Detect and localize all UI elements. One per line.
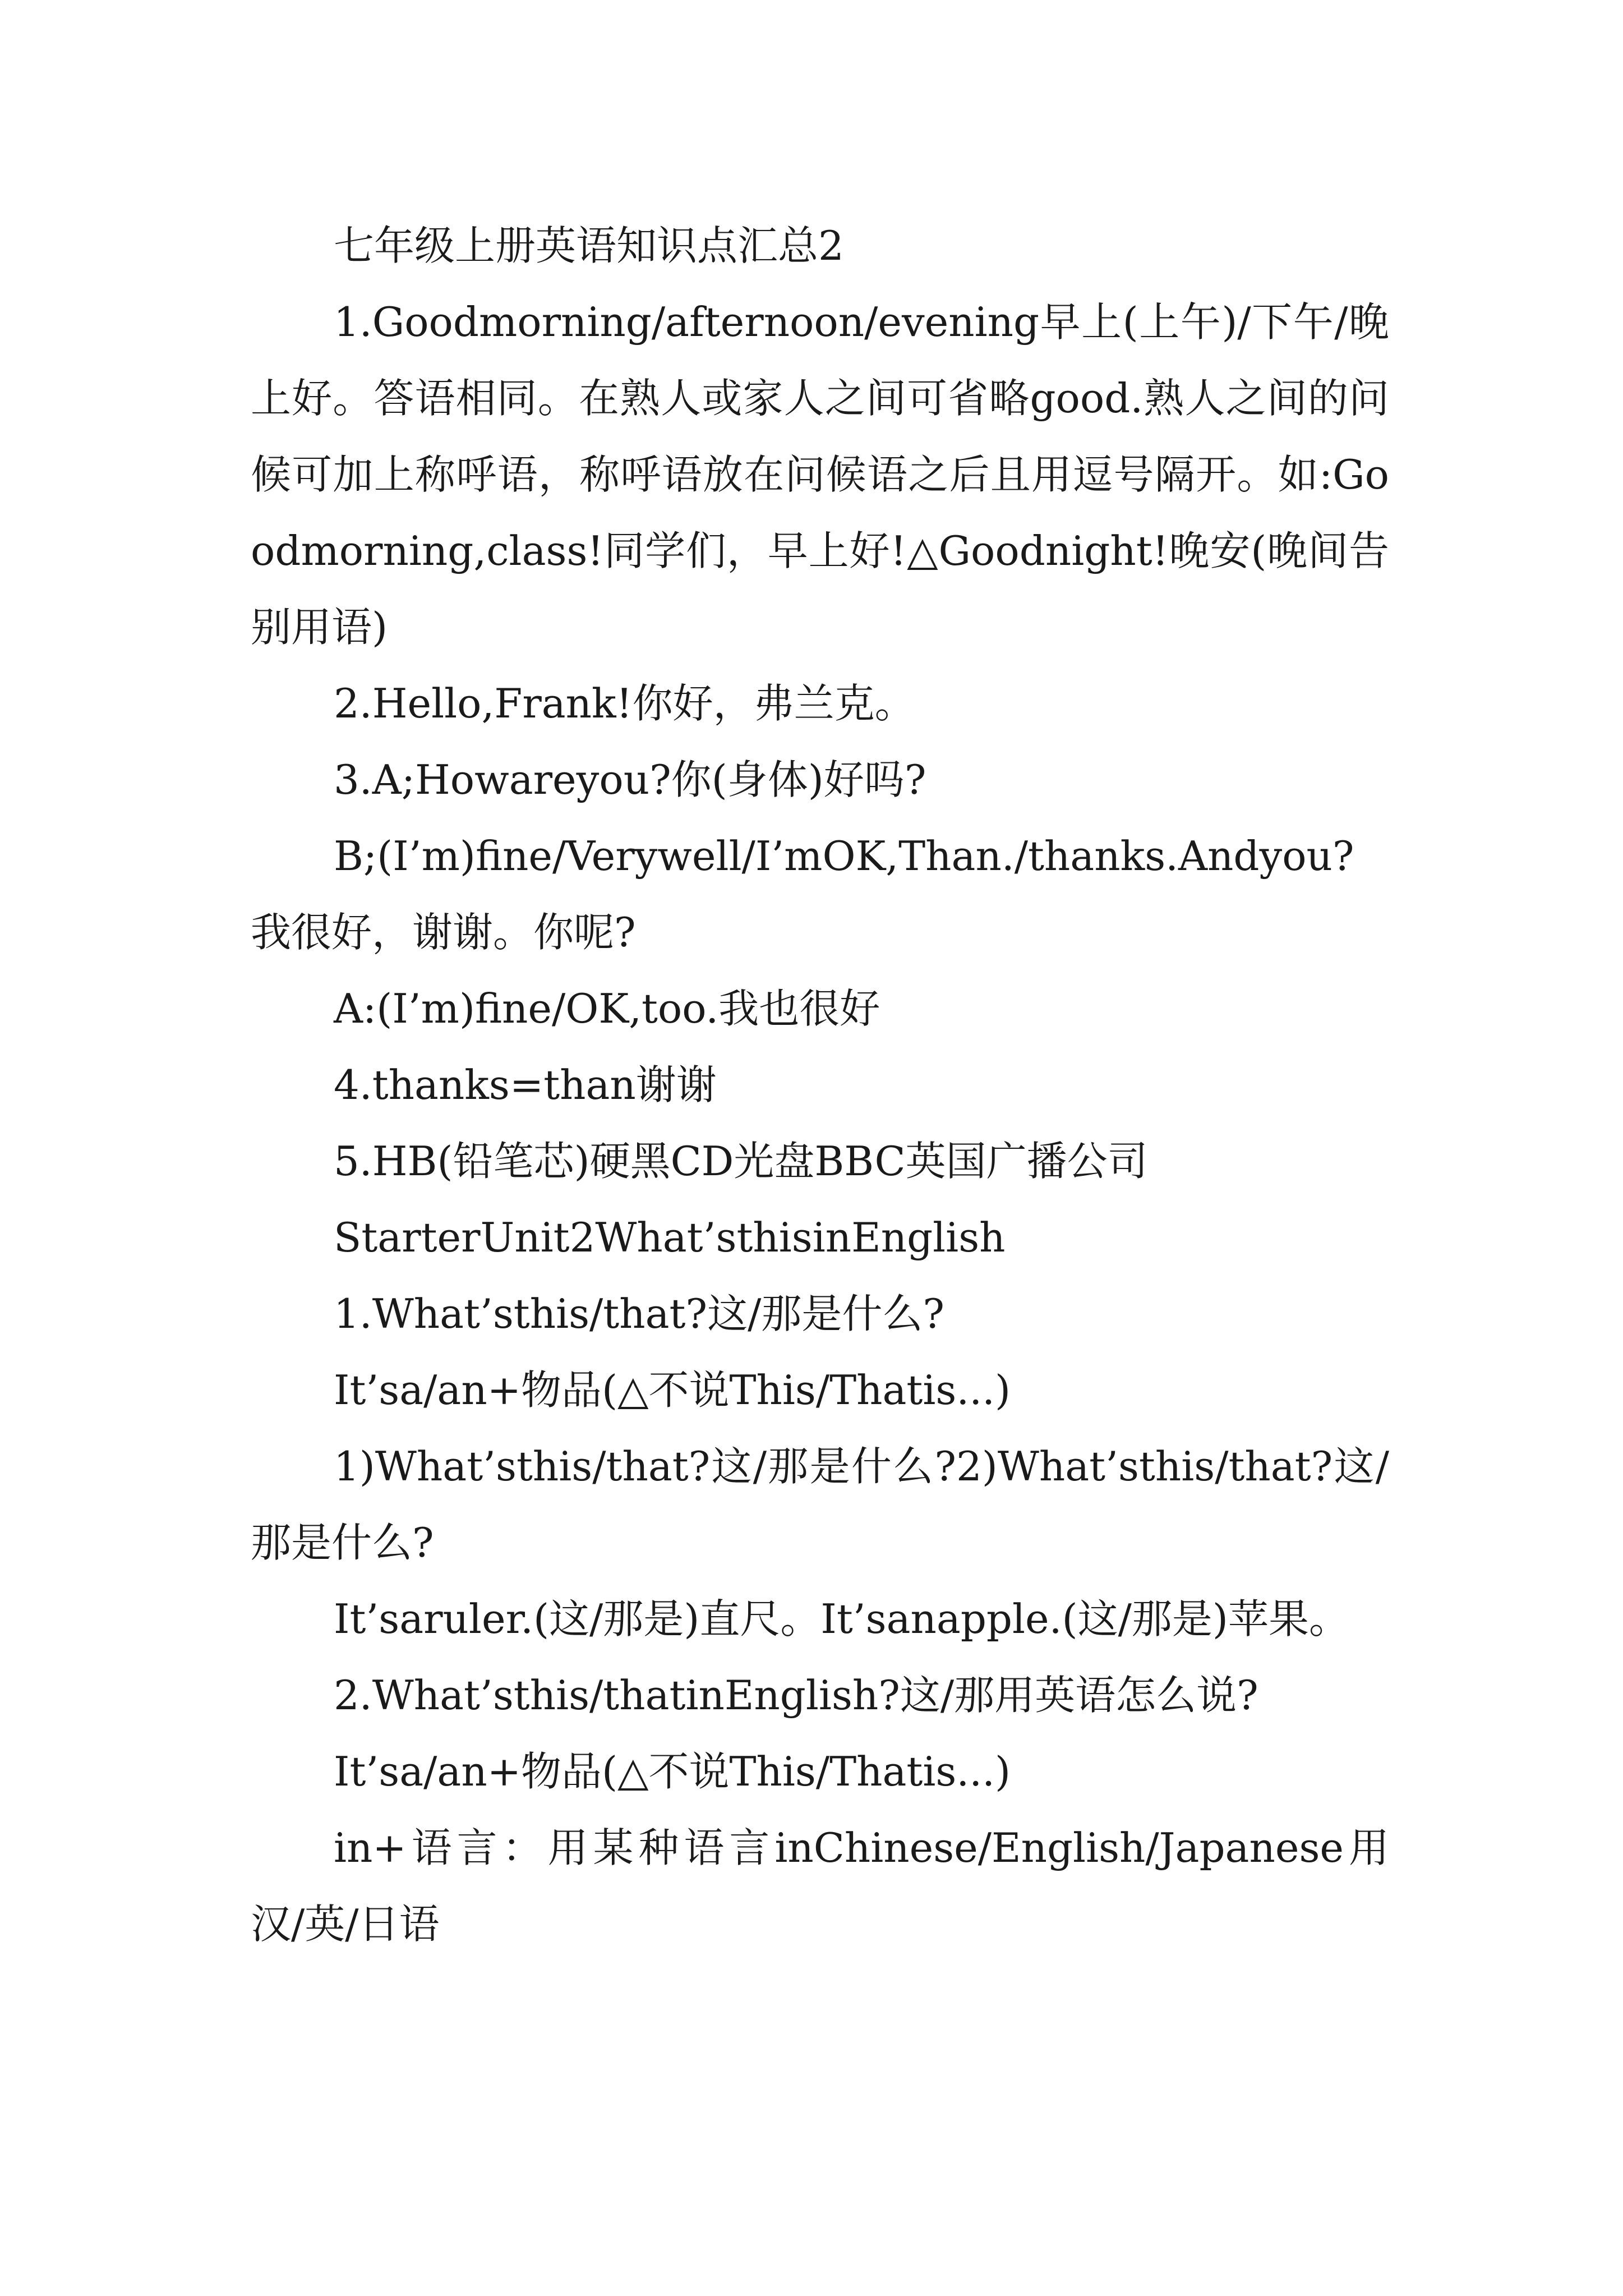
paragraph-abbreviations: 5.HB(铅笔芯)硬黑CD光盘BBC英国广播公司 [334,1138,1148,1185]
section-heading-starter-unit-2: StarterUnit2What’sthisinEnglish [334,1214,1006,1261]
paragraph-reply-too: A:(I’m)fine/OK,too.我也很好 [334,985,880,1032]
document-body [251,208,1389,1962]
paragraph-thanks: 4.thanks=than谢谢 [334,1061,717,1108]
document-title: 七年级上册英语知识点汇总2 [334,222,844,269]
paragraph-greetings: 1.Goodmorning/afternoon/evening早上(上午)/下午/晚上好。答语相同。在熟人或家人之间可省略good.熟人之间的问候可加上称呼语，称呼语放在问候语之后且用逗号隔开。如:Goodmorning,class!同学们，早上好!△Goodnight!晚安(晚间告别用语) [251,298,1389,651]
paragraph-in-language: in+语言：用某种语言inChinese/English/Japanese用汉/英/日语 [251,1824,1389,1948]
paragraph-its-a-an-repeat: It’sa/an+物品(△不说This/Thatis...) [334,1748,1011,1795]
paragraph-hello: 2.Hello,Frank!你好，弗兰克。 [334,680,915,727]
paragraph-its-a-an: It’sa/an+物品(△不说This/Thatis...) [334,1366,1011,1414]
paragraph-examples-questions: 1)What’sthis/that?这/那是什么?2)What’sthis/that?这/那是什么? [251,1443,1389,1566]
paragraph-what-is-this: 1.What’sthis/that?这/那是什么? [334,1290,944,1337]
paragraph-how-are-you: 3.A;Howareyou?你(身体)好吗? [334,756,926,803]
paragraph-reply-fine: B;(I’m)fine/Verywell/I’mOK,Than./thanks.Andyou?我很好，谢谢。你呢? [251,832,1354,956]
paragraph-in-english: 2.What’sthis/thatinEnglish?这/那用英语怎么说? [334,1672,1258,1719]
paragraph-examples-answers: It’saruler.(这/那是)直尺。It’sanapple.(这/那是)苹果。 [334,1595,1349,1642]
